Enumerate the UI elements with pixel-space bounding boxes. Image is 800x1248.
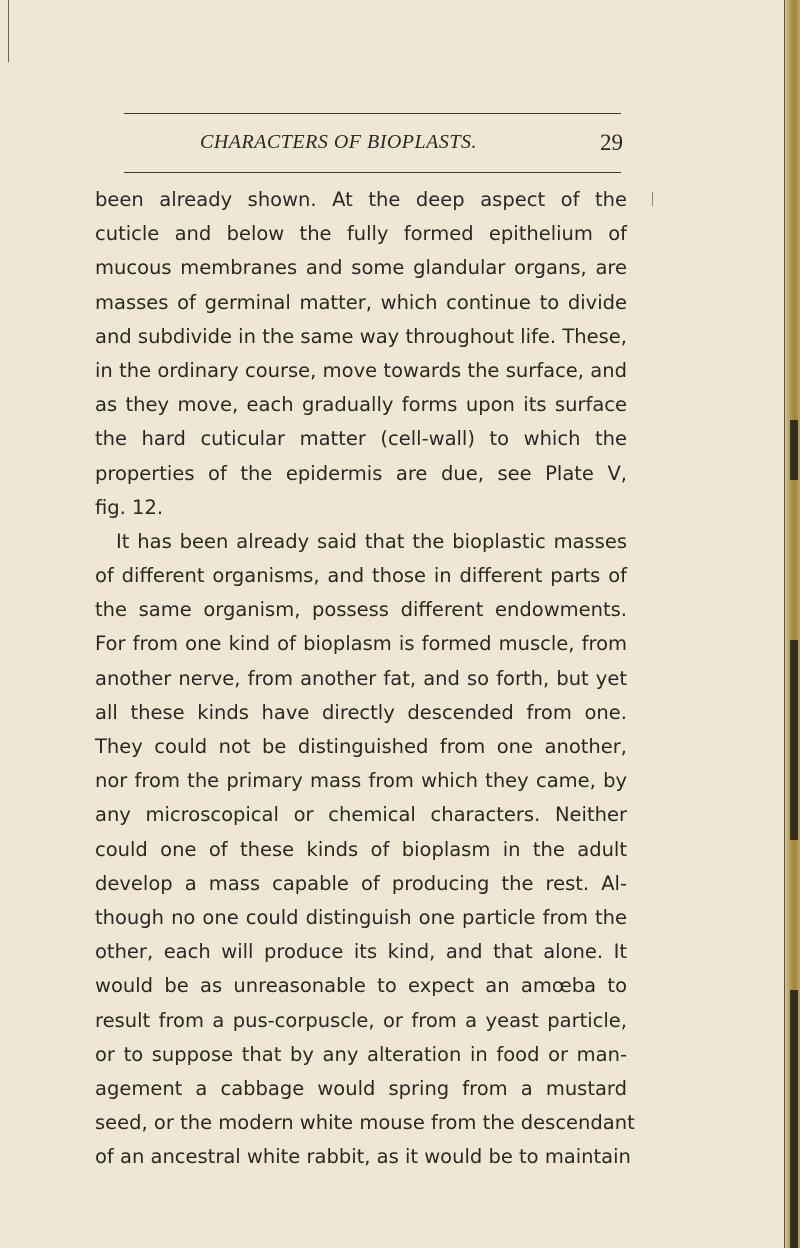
text-line: seed, or the modern white mouse from the descendant <box>95 1111 635 1135</box>
text-line: cuticle and below the fully formed epithelium of <box>95 222 627 246</box>
text-line: It has been already said that the bioplastic masses <box>116 529 627 553</box>
text-line: been already shown. At the deep aspect of the <box>95 188 627 211</box>
text-line: all these kinds have directly descended from one. <box>95 700 627 724</box>
text-line: They could not be distinguished from one another, <box>95 735 627 758</box>
text-line: mucous membranes and some glandular organs, are <box>95 256 627 280</box>
header-rule-bottom <box>124 172 621 173</box>
edge-stain <box>790 990 798 1248</box>
edge-stain <box>790 640 798 840</box>
text-line: fig. 12. <box>95 495 164 519</box>
running-title: CHARACTERS OF BIOPLASTS. <box>200 131 477 153</box>
text-line: and subdivide in the same way throughout life. These, <box>95 324 627 348</box>
text-line: another nerve, from another fat, and so forth, but yet <box>95 666 627 690</box>
text-line: result from a pus-corpuscle, or from a yeast particle, <box>95 1008 627 1032</box>
text-line: in the ordinary course, move towards the surface, and <box>95 358 627 382</box>
text-line: For from one kind of bioplasm is formed muscle, from <box>95 632 627 656</box>
text-line: other, each will produce its kind, and that alone. It <box>95 940 627 964</box>
header-rule-top <box>124 113 621 114</box>
text-line: would be as unreasonable to expect an amœba to <box>95 974 627 998</box>
text-line: of an ancestral white rabbit, as it would be to maintain <box>95 1145 631 1169</box>
margin-line <box>8 0 9 62</box>
body-text <box>95 183 635 1174</box>
ink-speck <box>652 192 653 206</box>
text-line: of different organisms, and those in different parts of <box>95 564 627 588</box>
text-line: masses of germinal matter, which continue to divide <box>95 290 627 314</box>
text-line: properties of the epidermis are due, see Plate V, <box>95 461 627 485</box>
text-line: nor from the primary mass from which they came, by <box>95 769 627 793</box>
text-line: could one of these kinds of bioplasm in the adult <box>95 837 627 861</box>
text-line: though no one could distinguish one particle from the <box>95 905 627 929</box>
text-line: any microscopical or chemical characters. Neither <box>95 803 627 827</box>
text-line: the hard cuticular matter (cell-wall) to which the <box>95 427 627 451</box>
text-line: agement a cabbage would spring from a mustard <box>95 1076 627 1100</box>
page-edge-line <box>784 0 785 1248</box>
text-line: the same organism, possess different endowments. <box>95 598 627 622</box>
page-number: 29 <box>600 130 623 155</box>
text-line: as they move, each gradually forms upon its surface <box>95 393 627 417</box>
text-line: develop a mass capable of producing the rest. Al- <box>95 871 627 895</box>
text-line: or to suppose that by any alteration in food or man- <box>95 1042 627 1066</box>
edge-stain <box>790 420 798 480</box>
